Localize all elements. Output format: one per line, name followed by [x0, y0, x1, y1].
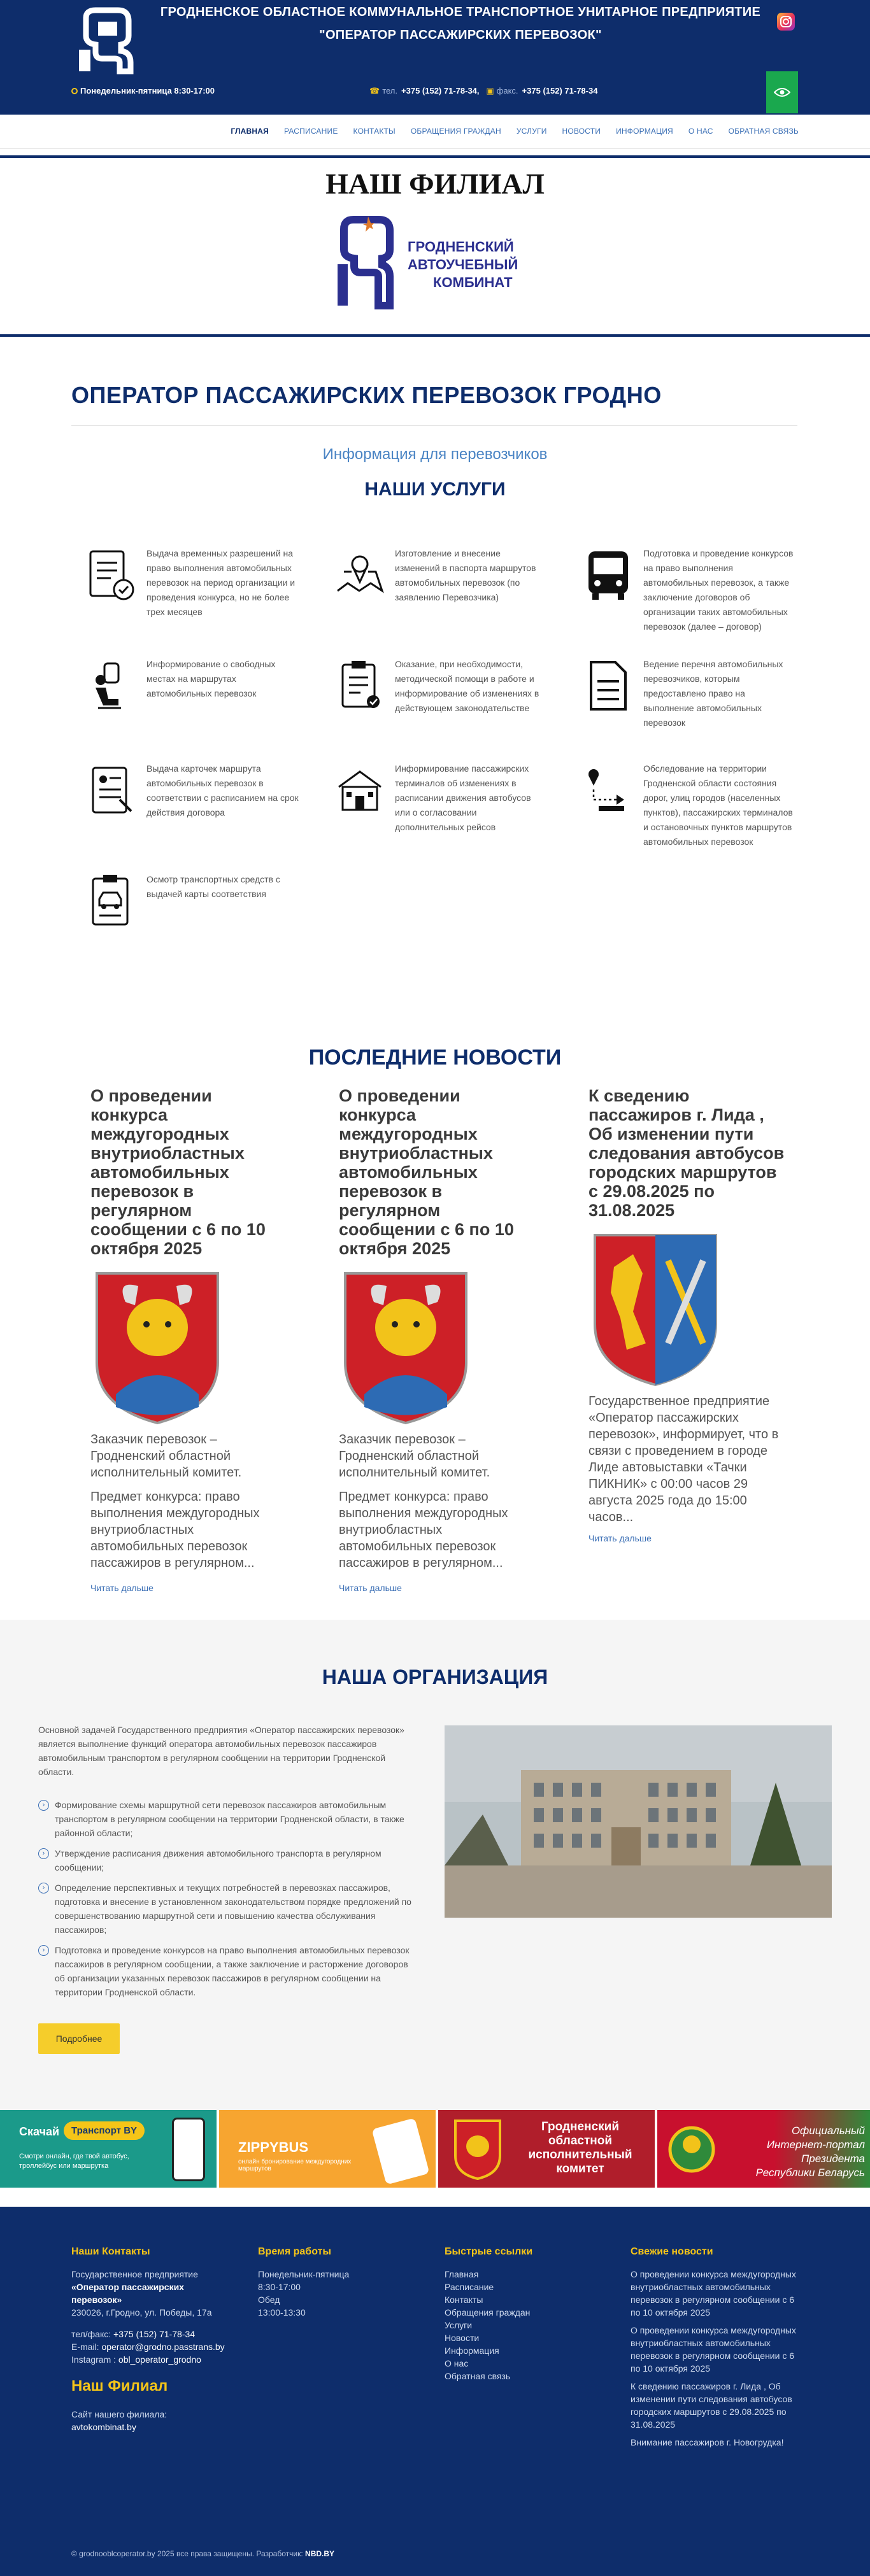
news-headline[interactable]: О проведении конкурса междугородных внутриобластных автомобильных перевозок в регулярном сообщении с 6 по 10 октября 2025 — [339, 1086, 514, 1258]
nav-home[interactable]: ГЛАВНАЯ — [231, 127, 269, 136]
service-text: Выдача временных разрешений на право выполнения автомобильных перевозок на период организации и проведения конкурса, но не более трех месяцев — [146, 548, 296, 617]
filial-logo-line1: ГРОДНЕНСКИЙ — [408, 239, 514, 255]
footer-heading: Наши Контакты — [71, 2246, 150, 2257]
nav-schedule[interactable]: РАСПИСАНИЕ — [283, 127, 338, 136]
service-text: Оказание, при необходимости, методической помощи в работе и информирование об изменениях в действующем законодательстве — [395, 659, 539, 713]
fax-icon: ▣ — [486, 86, 494, 96]
footer-news-link[interactable]: О проведении конкурса междугородных внутриобластных автомобильных перевозок в регулярном сообщении с 6 по 10 октября 2025 — [631, 2269, 796, 2318]
service-text: Изготовление и внесение изменений в паспорта маршрутов автомобильных перевозок (по заявлению Перевозчика) — [395, 548, 536, 602]
news-excerpt: Заказчик перевозок – Гродненский областной исполнительный комитет. — [90, 1433, 242, 1480]
map-pin-icon — [331, 546, 389, 604]
footer-instagram[interactable]: obl_operator_grodno — [118, 2354, 201, 2365]
grodno-coat-of-arms — [452, 2118, 503, 2181]
org-task-item: › Подготовка и проведение конкурсов на право выполнения автомобильных перевозок пассажиров в регулярном сообщении, а также заключение и расторжение договоров об организации указанных перевозок пассажиров в регулярном сообщении на территории Гродненской области. — [38, 1943, 420, 1999]
chevron-right-icon: › — [38, 1945, 49, 1956]
nav-news[interactable]: НОВОСТИ — [562, 127, 601, 136]
read-more-link[interactable]: Читать дальше — [588, 1533, 652, 1543]
footer-link-news[interactable]: Новости — [445, 2333, 480, 2343]
site-footer — [0, 2207, 870, 2576]
org-task-item: › Утверждение расписания движения автомобильного транспорта в регулярном сообщении; — [38, 1846, 420, 1874]
service-text: Ведение перечня автомобильных перевозчиков, которым предоставлено право на выполнение автомобильных перевозок — [643, 659, 783, 728]
instagram-icon[interactable] — [777, 13, 795, 31]
news-headline[interactable]: О проведении конкурса междугородных внутриобластных автомобильных перевозок в регулярном сообщении с 6 по 10 октября 2025 — [90, 1086, 266, 1258]
filial-title: НАШ ФИЛИАЛ — [325, 167, 545, 200]
grodno-coat-of-arms — [339, 1267, 473, 1426]
header-fax: +375 (152) 71-78-34 — [522, 86, 598, 96]
news-card — [90, 1086, 288, 1593]
footer-heading: Быстрые ссылки — [445, 2246, 533, 2257]
document-list-icon — [580, 657, 637, 714]
organization-title: НАША ОРГАНИЗАЦИЯ — [322, 1666, 548, 1688]
page-title: ОПЕРАТОР ПАССАЖИРСКИХ ПЕРЕВОЗОК ГРОДНО — [71, 382, 662, 408]
news-excerpt: Заказчик перевозок – Гродненский областной исполнительный комитет. — [339, 1433, 490, 1480]
banner-transport-by[interactable]: Скачай Транспорт BY Смотри онлайн, где твой автобус, троллейбус или маршрутка — [0, 2110, 217, 2188]
chevron-right-icon: › — [38, 1883, 49, 1893]
header-contacts: ☎ тел. +375 (152) 71-78-34, ▣ факс. +375 (152) 71-78-34 — [369, 86, 598, 96]
route-card-icon — [83, 761, 140, 819]
banner-oblispolkom[interactable]: Гродненский областной исполнительный комитет — [438, 2110, 655, 2188]
service-text: Подготовка и проведение конкурсов на право выполнения автомобильных перевозок, а также заключение договоров об организации таких автомобильных перевозок (далее – договор) — [643, 548, 794, 632]
divider — [0, 334, 870, 337]
nav-contacts[interactable]: КОНТАКТЫ — [353, 127, 396, 136]
footer-news-link[interactable]: О проведении конкурса междугородных внутриобластных автомобильных перевозок в регулярном сообщении с 6 по 10 октября 2025 — [631, 2325, 796, 2374]
footer-heading: Время работы — [258, 2246, 332, 2257]
service-text: Обследование на территории Гродненской области состояния дорог, улиц городов (населенных пунктов), пассажирских терминалов и остановочных пунктов маршрутов автомобильных перевозок — [643, 763, 793, 847]
copyright: © grodnooblcoperator.by 2025 все права защищены. Разработчик: NBD.BY — [71, 2549, 335, 2558]
office-building-photo — [445, 1725, 832, 1918]
service-text: Осмотр транспортных средств с выдачей карты соответствия — [146, 874, 280, 899]
site-header — [0, 0, 870, 115]
organization-intro: Основной задачей Государственного предприятия «Оператор пассажирских перевозок» является выполнение функций оператора автомобильных перевозок пассажиров автомобильным транспортом в регулярном сообщении на территории Гродненской области. — [38, 1725, 404, 1777]
banner-president-portal[interactable]: Официальный Интернет-портал Президента Республики Беларусь — [657, 2110, 870, 2188]
main-nav — [0, 115, 870, 149]
divider — [0, 155, 870, 158]
news-card — [588, 1086, 786, 1543]
header-phone[interactable]: +375 (152) 71-78-34, — [401, 86, 480, 96]
filial-logo[interactable] — [331, 210, 535, 315]
transport-by-badge: Транспорт BY — [64, 2121, 145, 2140]
news-card — [339, 1086, 536, 1593]
document-check-icon — [83, 546, 140, 604]
footer-link-services[interactable]: Услуги — [445, 2320, 473, 2330]
vehicle-inspection-icon — [83, 872, 140, 930]
company-logo[interactable] — [70, 5, 140, 75]
grodno-coat-of-arms — [90, 1267, 224, 1426]
organization-section — [0, 1620, 870, 2110]
clock-icon — [71, 88, 78, 94]
news-excerpt: Предмет конкурса: право выполнения междугородных внутриобластных автомобильных перевозок пассажиров в регулярном... — [90, 1490, 260, 1570]
news-excerpt: Государственное предприятие «Оператор пассажирских перевозок», информирует, что в связи с проведением в городе Лиде автовыставки «Тачки ПИКНИК» с 00:00 часов 29 августа 2025 года до 15:00 часов... — [588, 1394, 779, 1524]
phone-mockup — [372, 2118, 430, 2184]
read-more-link[interactable]: Читать дальше — [339, 1583, 402, 1593]
nav-information[interactable]: ИНФОРМАЦИЯ — [616, 127, 673, 136]
filial-logo-line2: АВТОУЧЕБНЫЙ — [408, 257, 518, 272]
footer-link-appeals[interactable]: Обращения граждан — [445, 2307, 531, 2318]
read-more-button[interactable]: Подробнее — [38, 2023, 120, 2054]
nav-services[interactable]: УСЛУГИ — [516, 127, 547, 136]
banner-zippybus[interactable]: ZIPPYBUS онлайн бронирование междугородних маршрутов — [219, 2110, 436, 2188]
footer-quick-links — [445, 2246, 610, 2382]
carriers-info-link[interactable]: Информация для перевозчиков — [322, 446, 548, 463]
footer-link-home[interactable]: Главная — [445, 2269, 479, 2279]
footer-filial-site[interactable]: avtokombinat.by — [71, 2422, 136, 2432]
nav-appeals[interactable]: ОБРАЩЕНИЯ ГРАЖДАН — [410, 127, 501, 136]
clipboard-check-icon — [331, 657, 389, 714]
nav-about[interactable]: О НАС — [688, 127, 713, 136]
divider — [71, 425, 797, 426]
footer-link-information[interactable]: Информация — [445, 2346, 499, 2356]
route-map-icon — [580, 761, 637, 819]
news-excerpt: Предмет конкурса: право выполнения междугородных внутриобластных автомобильных перевозок пассажиров в регулярном... — [339, 1490, 508, 1570]
news-title: ПОСЛЕДНИЕ НОВОСТИ — [308, 1045, 562, 1070]
seat-person-icon — [83, 657, 140, 714]
footer-hours: Время работы Понедельник-пятница 8:30-17:00 Обед 13:00-13:30 — [258, 2246, 424, 2319]
footer-news-link[interactable]: К сведению пассажиров г. Лида , Об изменении пути следования автобусов городских маршрутов с 29.08.2025 по 31.08.2025 — [631, 2381, 792, 2430]
read-more-link[interactable]: Читать дальше — [90, 1583, 153, 1593]
bus-icon — [580, 546, 637, 604]
filial-logo-line3: КОМБИНАТ — [433, 274, 513, 290]
org-task-item: › Определение перспективных и текущих потребностей в перевозках пассажиров, подготовка и внесение в установленном законодательством порядке предложений по совершенствованию маршрутной сети и повышению качества обслуживания пассажиров; — [38, 1881, 420, 1937]
footer-link-schedule[interactable]: Расписание — [445, 2282, 494, 2292]
eye-icon — [774, 87, 790, 97]
footer-phone[interactable]: +375 (152) 71-78-34 — [113, 2329, 196, 2339]
accessibility-button[interactable] — [766, 71, 798, 113]
terminal-building-icon — [331, 761, 389, 819]
services-title: НАШИ УСЛУГИ — [364, 479, 506, 500]
org-name-line2: "ОПЕРАТОР ПАССАЖИРСКИХ ПЕРЕВОЗОК" — [319, 28, 602, 42]
footer-heading: Свежие новости — [631, 2246, 713, 2257]
footer-link-contacts[interactable]: Контакты — [445, 2295, 483, 2305]
footer-link-feedback[interactable]: Обратная связь — [445, 2371, 511, 2381]
footer-news-link[interactable]: Внимание пассажиров г. Новогрудка! — [631, 2437, 784, 2447]
service-text: Выдача карточек маршрута автомобильных перевозок в соответствии с расписанием на срок действия договора — [146, 763, 299, 817]
working-hours: Понедельник-пятница 8:30-17:00 — [71, 86, 215, 96]
developer-link[interactable]: NBD.BY — [305, 2549, 335, 2558]
footer-link-about[interactable]: О нас — [445, 2358, 469, 2368]
chevron-right-icon: › — [38, 1848, 49, 1859]
footer-email[interactable]: operator@grodno.passtrans.by — [101, 2342, 225, 2352]
footer-contacts: Наши Контакты Государственное предприятие «Оператор пассажирских перевозок» 230026, г.Гродно, ул. Победы, 17а тел/факс: +375 (152) 71-78-34 E-mail: operator@grodno.passtrans.by Instagram : obl_operator_grodno Наш Филиал Сайт нашего филиала: avtokombinat.by — [71, 2246, 237, 2433]
chevron-right-icon: › — [38, 1800, 49, 1811]
belarus-emblem — [666, 2119, 717, 2180]
phone-mockup — [172, 2118, 205, 2181]
footer-filial-title: Наш Филиал — [71, 2377, 168, 2395]
news-headline[interactable]: К сведению пассажиров г. Лида , Об изменении пути следования автобусов городских маршрутов с 29.08.2025 по 31.08.2025 — [588, 1086, 785, 1220]
lida-coat-of-arms — [588, 1229, 722, 1388]
org-name-line1: ГРОДНЕНСКОЕ ОБЛАСТНОЕ КОММУНАЛЬНОЕ ТРАНСПОРТНОЕ УНИТАРНОЕ ПРЕДПРИЯТИЕ — [160, 5, 761, 19]
nav-feedback[interactable]: ОБРАТНАЯ СВЯЗЬ — [728, 127, 799, 136]
service-text: Информирование о свободных местах на маршрутах автомобильных перевозок — [146, 659, 276, 698]
phone-icon: ☎ — [369, 86, 380, 96]
footer-fresh-news — [631, 2246, 799, 2449]
org-task-item: › Формирование схемы маршрутной сети перевозок пассажиров автомобильным транспортом в регулярном сообщении на территории Гродненской области, в также районной области; — [38, 1798, 420, 1840]
service-text: Информирование пассажирских терминалов об изменениях в расписании движения автобусов или о согласовании дополнительных рейсов — [395, 763, 531, 832]
